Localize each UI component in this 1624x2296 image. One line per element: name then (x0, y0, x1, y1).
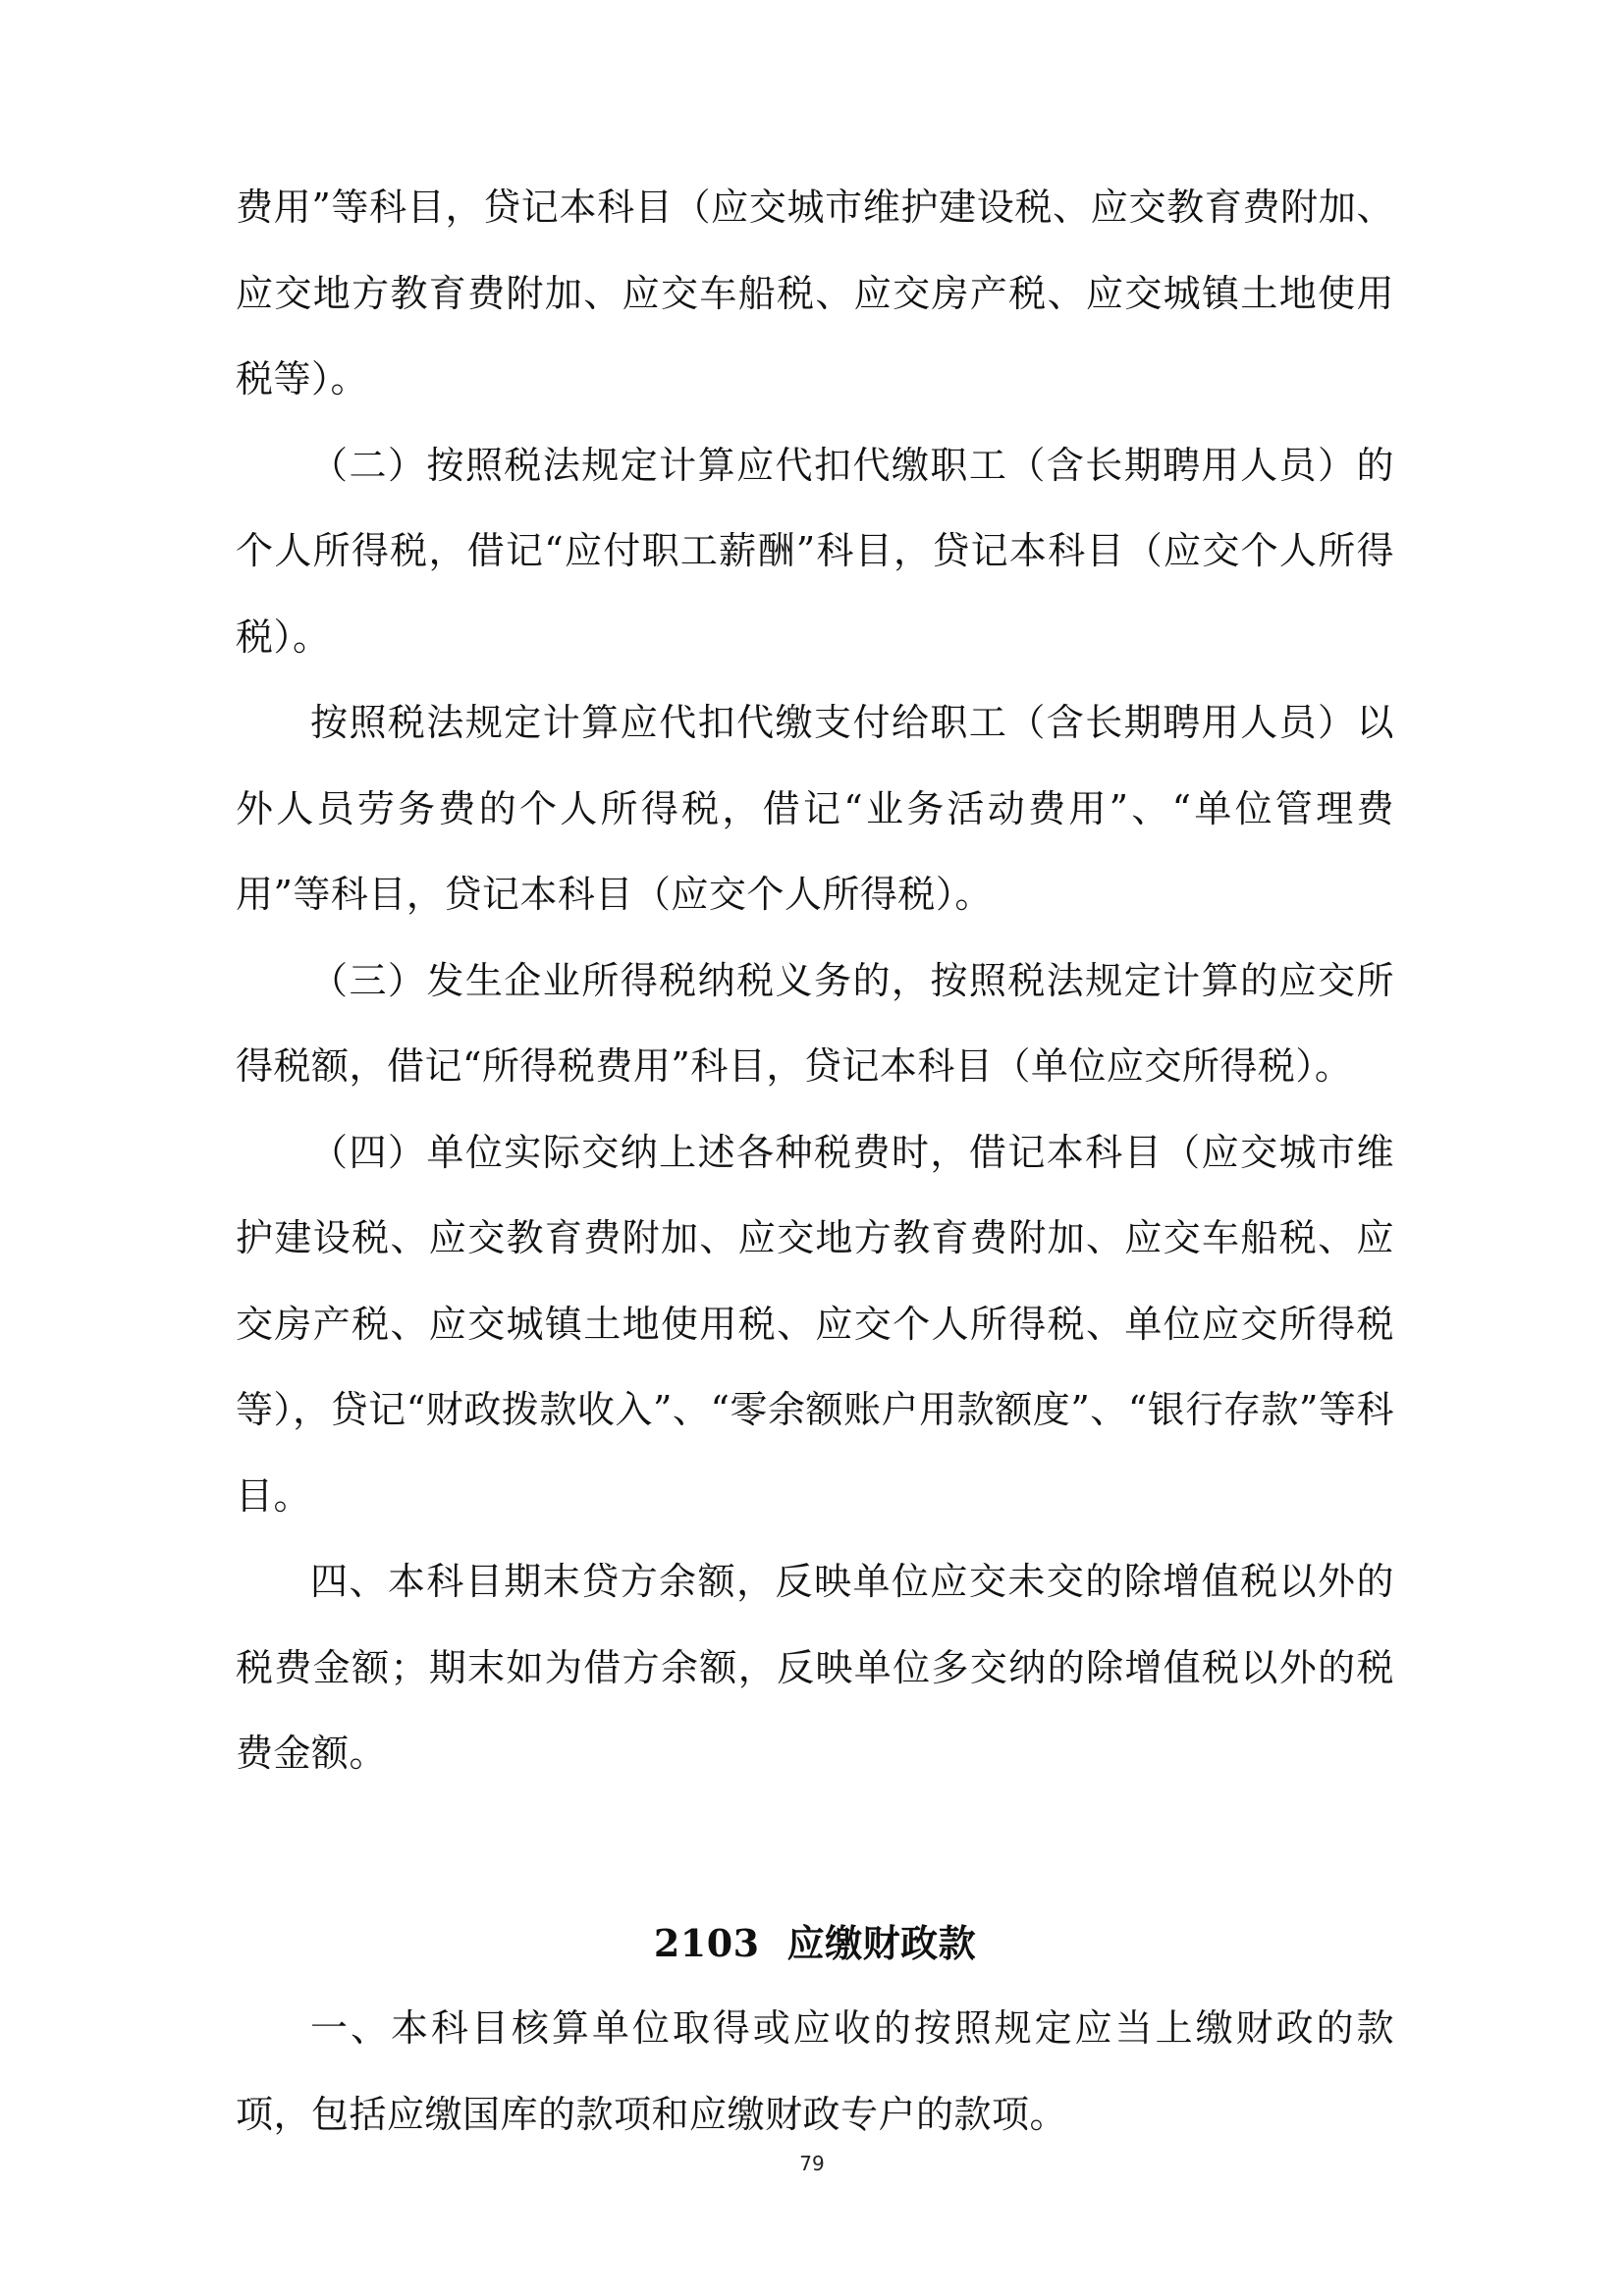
paragraph-item-2-extra: 按照税法规定计算应代扣代缴支付给职工（含长期聘用人员）以外人员劳务费的个人所得税，借记“业务活动费用”、“单位管理费用”等科目，贷记本科目（应交个人所得税）。 (236, 701, 1394, 916)
section-heading (236, 1900, 1394, 1987)
paragraph-item-3: （三）发生企业所得税纳税义务的，按照税法规定计算的应交所得税额，借记“所得税费用”科目，贷记本科目（单位应交所得税）。 (236, 958, 1394, 1088)
section-title: 应缴财政款 (786, 1920, 977, 1965)
section-paragraph-1: 一、本科目核算单位取得或应收的按照规定应当上缴财政的款项，包括应缴国库的款项和应缴财政专户的款项。 (236, 2006, 1394, 2136)
section-code: 2103 (653, 1920, 760, 1965)
paragraph-item-2: （二）按照税法规定计算应代扣代缴职工（含长期聘用人员）的个人所得税，借记“应付职工薪酬”科目，贷记本科目（应交个人所得税）。 (236, 443, 1394, 659)
paragraph-continuation: 费用”等科目，贷记本科目（应交城市维护建设税、应交教育费附加、应交地方教育费附加、应交车船税、应交房产税、应交城镇土地使用税等）。 (236, 186, 1394, 400)
paragraph-section-four: 四、本科目期末贷方余额，反映单位应交未交的除增值税以外的税费金额；期末如为借方余额，反映单位多交纳的除增值税以外的税费金额。 (236, 1560, 1394, 1775)
page-body (236, 165, 1394, 2158)
paragraph-item-4: （四）单位实际交纳上述各种税费时，借记本科目（应交城市维护建设税、应交教育费附加、应交地方教育费附加、应交车船税、应交房产税、应交城镇土地使用税、应交个人所得税、单位应交所得税等），贷记“财政拨款收入”、“零余额账户用款额度”、“银行存款”等科目。 (236, 1130, 1394, 1518)
heading-spacer (236, 1797, 1394, 1900)
page-number: 79 (799, 2152, 825, 2175)
